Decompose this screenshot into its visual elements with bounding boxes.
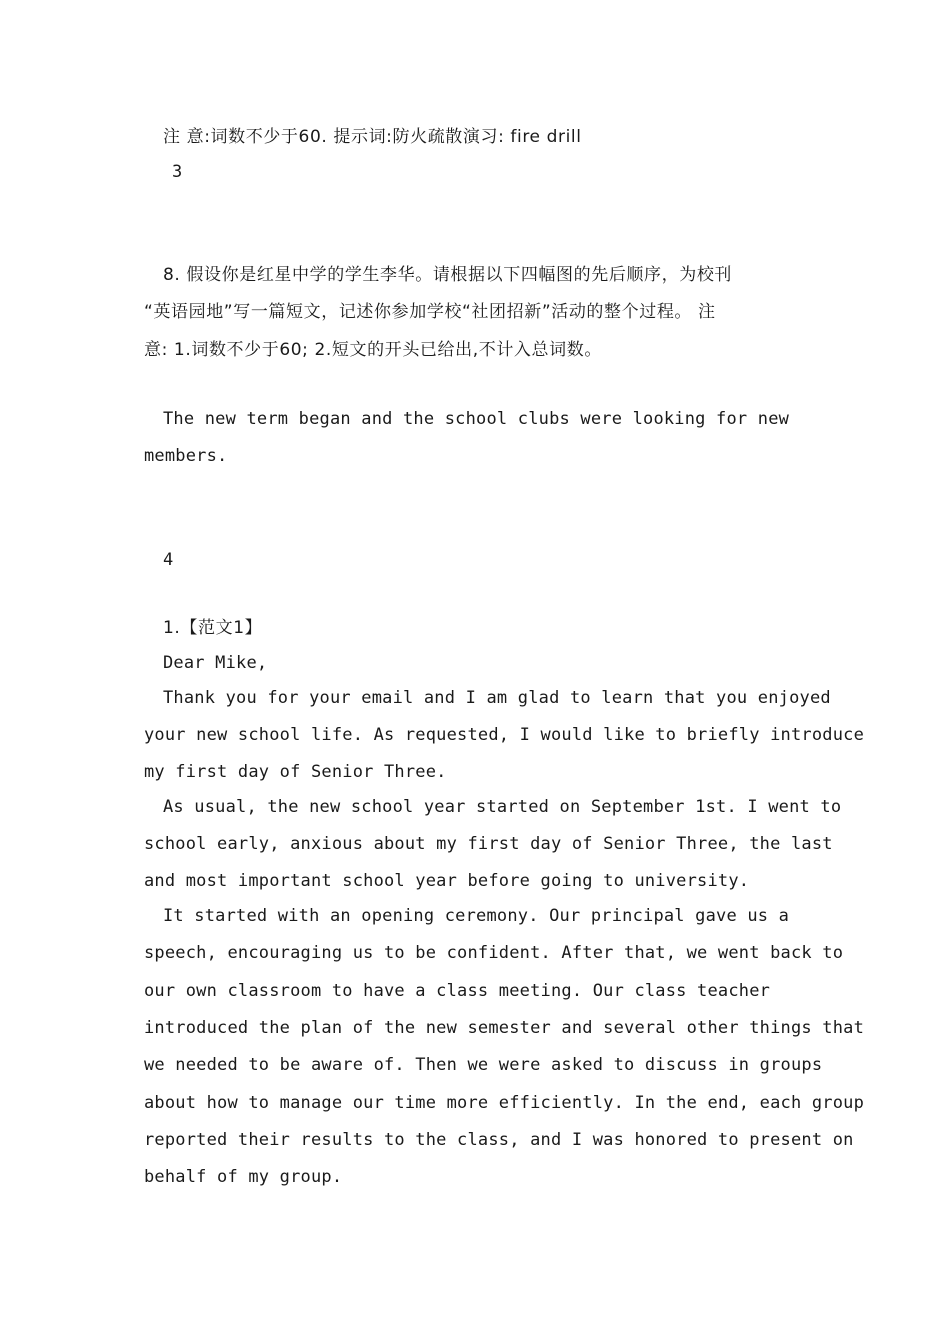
paragraph-3-line-4: introduced the plan of the new semester and several other things that bbox=[144, 1018, 865, 1038]
paragraph-3-line-7: reported their results to the class, and I was honored to present on bbox=[144, 1130, 854, 1150]
salutation: Dear Mike, bbox=[163, 653, 268, 673]
paragraph-1-line-2: your new school life. As requested, I would like to briefly introduce bbox=[144, 725, 865, 745]
question-8-line-1: 8. 假设你是红星中学的学生李华。请根据以下四幅图的先后顺序，为校刊 bbox=[163, 265, 733, 285]
paragraph-2-line-1: As usual, the new school year started on September 1st. I went to bbox=[163, 797, 842, 817]
paragraph-1-line-1: Thank you for your email and I am glad to learn that you enjoyed bbox=[163, 688, 831, 708]
paragraph-3-line-8: behalf of my group. bbox=[144, 1167, 343, 1187]
paragraph-3-line-5: we needed to be aware of. Then we were asked to discuss in groups bbox=[144, 1055, 823, 1075]
paragraph-2-line-2: school early, anxious about my first day of Senior Three, the last bbox=[144, 834, 833, 854]
question-8-line-2: “英语园地”写一篇短文，记述你参加学校“社团招新”活动的整个过程。 注 bbox=[144, 302, 716, 322]
question-8-line-3: 意: 1.词数不少于60; 2.短文的开头已给出,不计入总词数。 bbox=[144, 340, 602, 360]
sample-essay-heading: 1.【范文1】 bbox=[163, 618, 263, 638]
paragraph-3-line-3: our own classroom to have a class meeting. Our class teacher bbox=[144, 981, 771, 1001]
note-line: 注 意:词数不少于60. 提示词:防火疏散演习: fire drill bbox=[163, 127, 582, 147]
paragraph-3-line-6: about how to manage our time more efficiently. In the end, each group bbox=[144, 1093, 865, 1113]
page-number-3: 3 bbox=[172, 162, 183, 182]
page-number-4: 4 bbox=[163, 550, 174, 570]
paragraph-2-line-3: and most important school year before going to university. bbox=[144, 871, 750, 891]
paragraph-1-line-3: my first day of Senior Three. bbox=[144, 762, 447, 782]
opening-line-2: members. bbox=[144, 446, 228, 466]
paragraph-3-line-2: speech, encouraging us to be confident. After that, we went back to bbox=[144, 943, 844, 963]
opening-line-1: The new term began and the school clubs were looking for new bbox=[163, 409, 790, 429]
paragraph-3-line-1: It started with an opening ceremony. Our principal gave us a bbox=[163, 906, 790, 926]
